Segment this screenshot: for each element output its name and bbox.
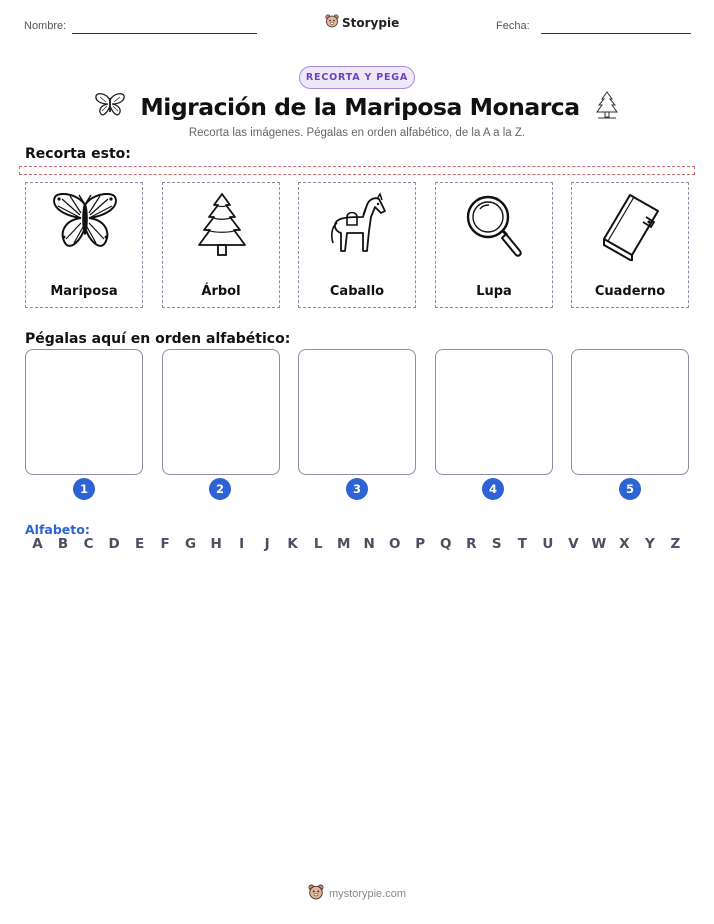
alphabet-letter: K	[287, 536, 298, 552]
alphabet-letter: M	[336, 536, 351, 552]
alphabet-letter: I	[239, 536, 245, 552]
alphabet-letter: B	[57, 536, 69, 552]
magnifying-glass-icon	[460, 191, 530, 261]
cut-card-label: Lupa	[476, 284, 512, 299]
alphabet-letter: F	[160, 536, 170, 552]
cut-card-label: Árbol	[201, 284, 241, 299]
bear-logo-icon	[325, 13, 339, 32]
cut-card-label: Caballo	[329, 284, 385, 299]
alphabet-letter: A	[32, 536, 43, 552]
footer-link[interactable]: mystorypie.com	[328, 888, 407, 900]
name-label: Nombre:	[24, 20, 67, 32]
footer	[0, 884, 714, 904]
alphabet-letter: Y	[644, 536, 655, 552]
number-badge: 2	[209, 478, 231, 500]
cut-card-label: Mariposa	[50, 284, 118, 299]
alphabet-letter: Z	[670, 536, 681, 552]
paste-box-1[interactable]	[25, 349, 143, 475]
alphabet-letter: D	[108, 536, 120, 552]
paste-box-2[interactable]	[162, 349, 280, 475]
alphabet-letter: R	[466, 536, 477, 552]
cut-card-label: Cuaderno	[594, 284, 666, 299]
alphabet-title: Alfabeto:	[25, 522, 90, 537]
butterfly-icon	[50, 191, 120, 253]
cut-line	[19, 166, 695, 175]
date-label: Fecha:	[496, 20, 530, 32]
brand-name: Storypie	[342, 15, 400, 30]
alphabet-letter: G	[185, 536, 197, 552]
alphabet-row	[25, 536, 688, 552]
alphabet-letter: T	[517, 536, 527, 552]
title-row	[0, 90, 714, 124]
paste-section-heading: Pégalas aquí en orden alfabético:	[25, 331, 291, 347]
name-line[interactable]	[72, 33, 257, 34]
brand-logo	[325, 13, 399, 32]
cut-card-lupa[interactable]	[435, 182, 553, 308]
alphabet-letter: S	[491, 536, 502, 552]
alphabet-letter: P	[415, 536, 426, 552]
activity-tag: RECORTA Y PEGA	[299, 66, 415, 89]
pine-tree-icon	[594, 90, 620, 124]
butterfly-icon	[94, 92, 126, 122]
alphabet-letter: J	[264, 536, 270, 552]
horse-icon	[323, 191, 393, 261]
cut-section-heading: Recorta esto:	[25, 146, 131, 162]
cut-card-mariposa[interactable]	[25, 182, 143, 308]
paste-box-5[interactable]	[571, 349, 689, 475]
instructions: Recorta las imágenes. Pégalas en orden alfabético, de la A a la Z.	[188, 127, 526, 139]
bear-logo-icon	[308, 884, 324, 904]
alphabet-letter: O	[388, 536, 401, 552]
cut-card-cuaderno[interactable]	[571, 182, 689, 308]
paste-box-3[interactable]	[298, 349, 416, 475]
alphabet-letter: N	[363, 536, 375, 552]
notebook-icon	[596, 191, 666, 261]
alphabet-letter: L	[313, 536, 323, 552]
number-badge: 3	[346, 478, 368, 500]
cut-card-caballo[interactable]	[298, 182, 416, 308]
alphabet-letter: W	[591, 536, 607, 552]
alphabet-letter: V	[568, 536, 579, 552]
number-badge: 5	[619, 478, 641, 500]
alphabet-letter: E	[134, 536, 145, 552]
alphabet-letter: C	[83, 536, 94, 552]
number-badge: 1	[73, 478, 95, 500]
date-line[interactable]	[541, 33, 691, 34]
paste-box-4[interactable]	[435, 349, 553, 475]
alphabet-letter: H	[210, 536, 222, 552]
pine-tree-icon	[187, 191, 257, 261]
alphabet-letter: Q	[440, 536, 452, 552]
number-badge: 4	[482, 478, 504, 500]
cut-card-arbol[interactable]	[162, 182, 280, 308]
page-title: Migración de la Mariposa Monarca	[140, 93, 580, 121]
alphabet-letter: U	[542, 536, 554, 552]
alphabet-letter: X	[619, 536, 630, 552]
